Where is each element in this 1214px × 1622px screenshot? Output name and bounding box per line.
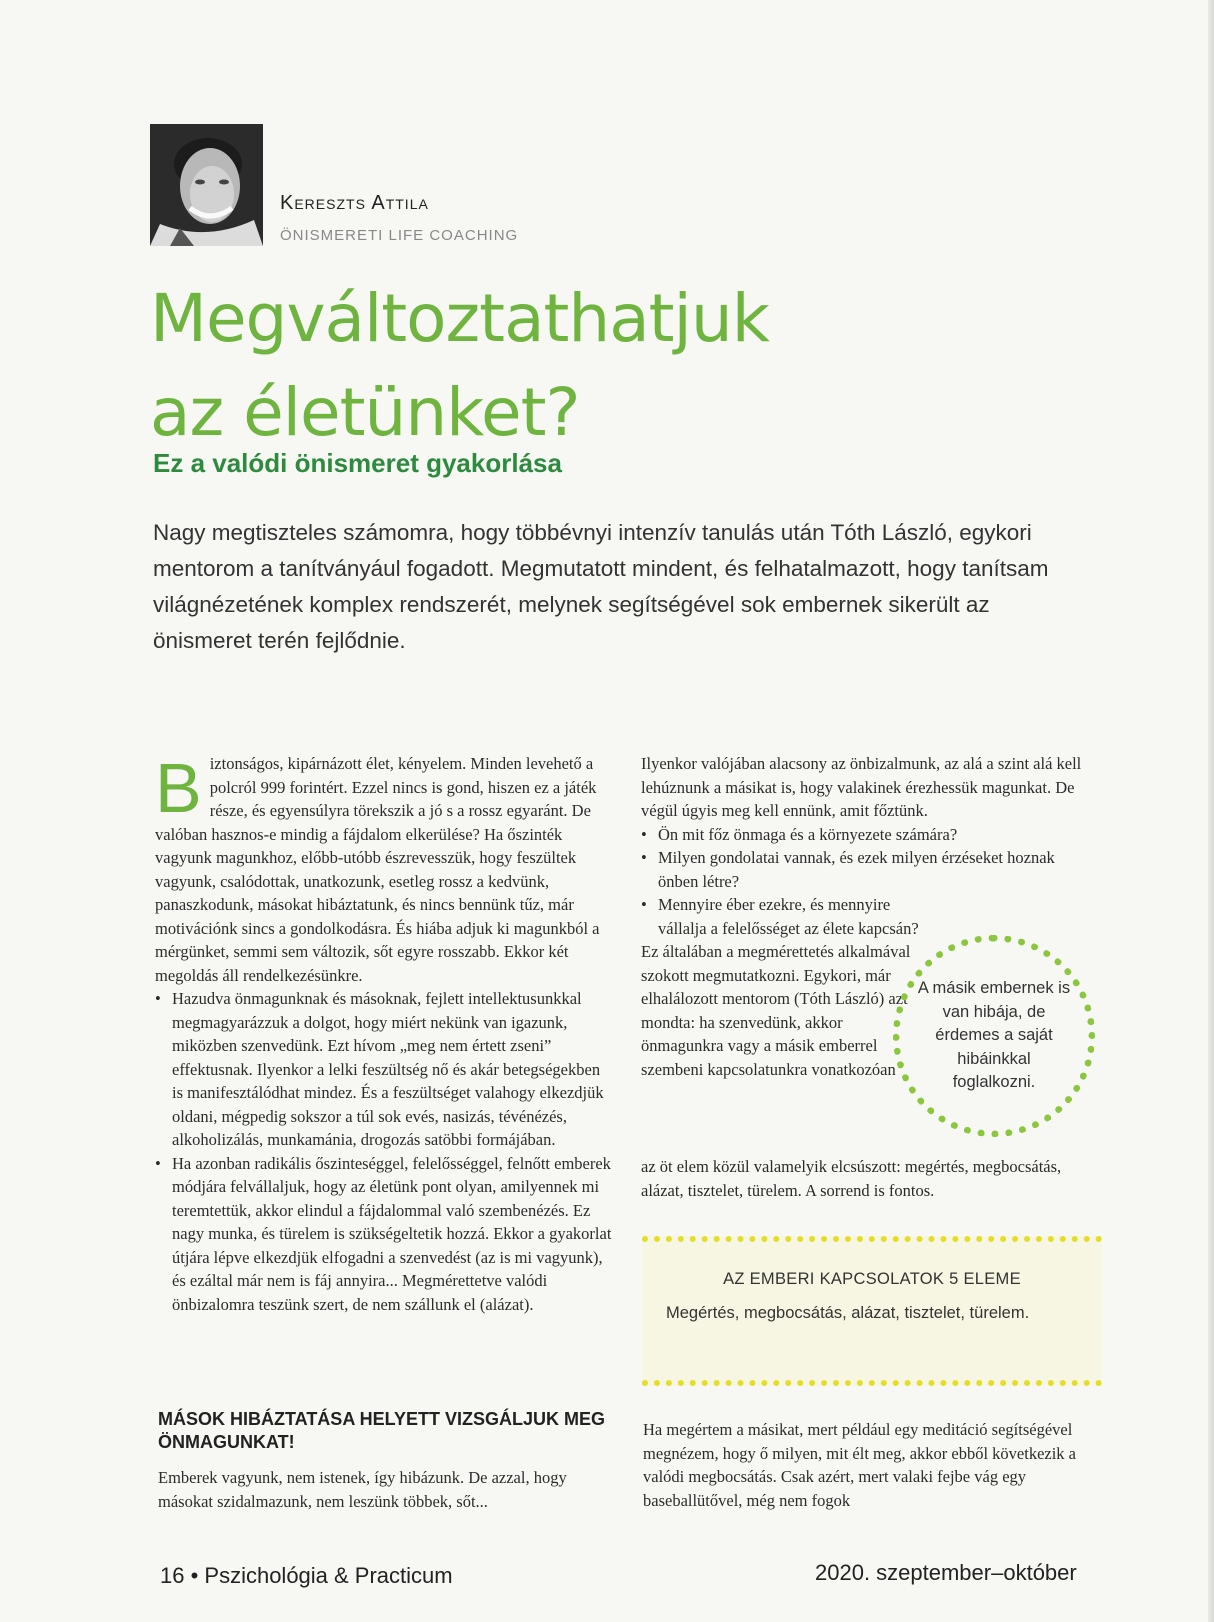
info-box-text: Megértés, megbocsátás, alázat, tisztelet, türelem. bbox=[666, 1304, 1030, 1322]
pull-quote-circle bbox=[893, 935, 1095, 1137]
author-portrait-icon bbox=[150, 124, 263, 246]
paragraph: Ha megértem a másikat, mert például egy meditáció segítségével megnézem, hogy ő milyen, mit élt meg, akkor ebből következik a valódi megbocsátás. Csak azért, mert valaki fejbe vág egy baseballütővel, még nem fogok bbox=[643, 1420, 1077, 1510]
intro-paragraph: iztonságos, kipárnázott élet, kényelem. Minden levehető a polcról 999 forintért. Ezzel nincs is gond, hiszen ez a játék része, és egyensúlyra törekszik a jó s a rossz egyaránt. De valóban hasznos-e mindig a fájdalom elkerülése? Ha őszinték vagyunk magunkhoz, előbb-utóbb észrevesszük, hogy feszültek vagyunk, csalódottak, unatkozunk, esetleg rossz a kedvünk, panaszkodunk, másokat hibáztatunk, és nincs bennünk tűz, már motivációnk sincs a gondolkodásra. És hiába adjuk ki magunkból a mérgünket, semmi sem változik, sőt egyre rosszabb. Ekkor két megoldás áll rendelkezésünkre. bbox=[155, 754, 600, 985]
footer-page-info: 16 • Pszichológia & Practicum bbox=[160, 1563, 453, 1588]
article-subtitle: Ez a valódi önismeret gyakorlása bbox=[153, 448, 562, 478]
paragraph: Emberek vagyunk, nem istenek, így hibázunk. De azzal, hogy másokat szidalmazunk, nem leszünk többek, sőt... bbox=[158, 1468, 567, 1511]
question-item: • Ön mit főz önmaga és a környezete számára? bbox=[641, 823, 1091, 847]
article-title bbox=[150, 272, 769, 460]
author-photo bbox=[150, 124, 263, 246]
column-left bbox=[155, 749, 615, 1316]
question-item: • Milyen gondolatai vannak, és ezek milyen érzéseket hoznak önben létre? bbox=[641, 846, 1091, 893]
pull-quote: A másik embernek is van hibája, de érdemes a saját hibáinkkal foglalkozni. bbox=[917, 979, 1071, 1092]
bullet-item: • Ha azonban radikális őszinteséggel, felelősséggel, felnőtt emberek módjára felvállaljuk, hogy az életünk pont olyan, amilyennek mi teremtettük, akkor elindul a fájdalommal való szembenézés. Ez nagy munka, és türelem is szükségeltetik hozzá. Ekkor a gyakorlat útjára lépve elkezdjük elfogadni a szenvedést (az is mi vagyunk), és ezáltal már nem is fáj annyira... Megmérettetve valódi önbizalomra teszünk szert, de nem szállunk el (alázat). bbox=[155, 1152, 615, 1317]
column-left-bottom bbox=[158, 1466, 618, 1513]
column-right-bottom bbox=[643, 1418, 1103, 1512]
title-line-1: Megváltoztathatjuk bbox=[150, 280, 769, 357]
lead-paragraph: Nagy megtiszteles számomra, hogy többévnyi intenzív tanulás után Tóth László, egykori mentorom a tanítványául fogadott. Megmutatott mindent, és felhatalmazott, hogy tanítsam világnézetének komplex rendszerét, melynek segítségével sok embernek sikerült az önismeret terén fejlődnie. bbox=[153, 520, 1049, 653]
bullet-item: • Hazudva önmagunknak és másoknak, fejlett intellektusunkkal megmagyarázzuk a dolgot, hogy miért nekünk van igazunk, miközben szenvedünk. Ezt hívom „meg nem értett zseni” effektusnak. Ilyenkor a lelki feszültség nő és akár betegségekben is manifesztálódhat mindez. És a feszültséget valahogy elkezdjük oldani, mégpedig sokszor a túl sok evés, nasizás, tévénézés, alkoholizálás, munkamánia, drogozás satöbbi formájában. bbox=[155, 987, 615, 1152]
section-heading: MÁSOK HIBÁZTATÁSA HELYETT VIZSGÁLJUK MEG ÖNMAGUNKAT! bbox=[158, 1409, 606, 1452]
author-name: Kereszts Attila bbox=[280, 192, 429, 214]
footer-issue-date: 2020. szeptember–október bbox=[815, 1560, 1077, 1585]
info-box bbox=[642, 1236, 1102, 1386]
dropcap: B bbox=[155, 749, 202, 827]
author-block bbox=[280, 192, 518, 244]
title-line-2: az életünket? bbox=[150, 374, 580, 451]
info-box-title: AZ EMBERI KAPCSOLATOK 5 ELEME bbox=[723, 1270, 1021, 1288]
paragraph-tail: az öt elem közül valamelyik elcsúszott: megértés, megbocsátás, alázat, tisztelet, türelem. A sorrend is fontos. bbox=[641, 1157, 1062, 1200]
question-item: • Mennyire éber ezekre, és mennyire vállalja a felelősséget az élete kapcsán? bbox=[641, 893, 938, 940]
author-role: ÖNISMERETI LIFE COACHING bbox=[280, 227, 519, 244]
paragraph: Ilyenkor valójában alacsony az önbizalmunk, az alá a szint alá kell lehúznunk a másikat is, hogy valakinek érezhessük magunkat. De végül úgyis meg kell ennünk, amit főztünk. bbox=[641, 754, 1082, 820]
paragraph: Ez általában a megmérettetés alkalmával szokott megmutatkozni. Egykori, már elhalálozott mentorom (Tóth László) azt mondta: ha szenvedünk, akkor önmagunkra vagy a másik emberrel szembeni kapcsolatunkra vonatkozóan bbox=[641, 942, 911, 1079]
page-edge bbox=[1208, 0, 1214, 1622]
